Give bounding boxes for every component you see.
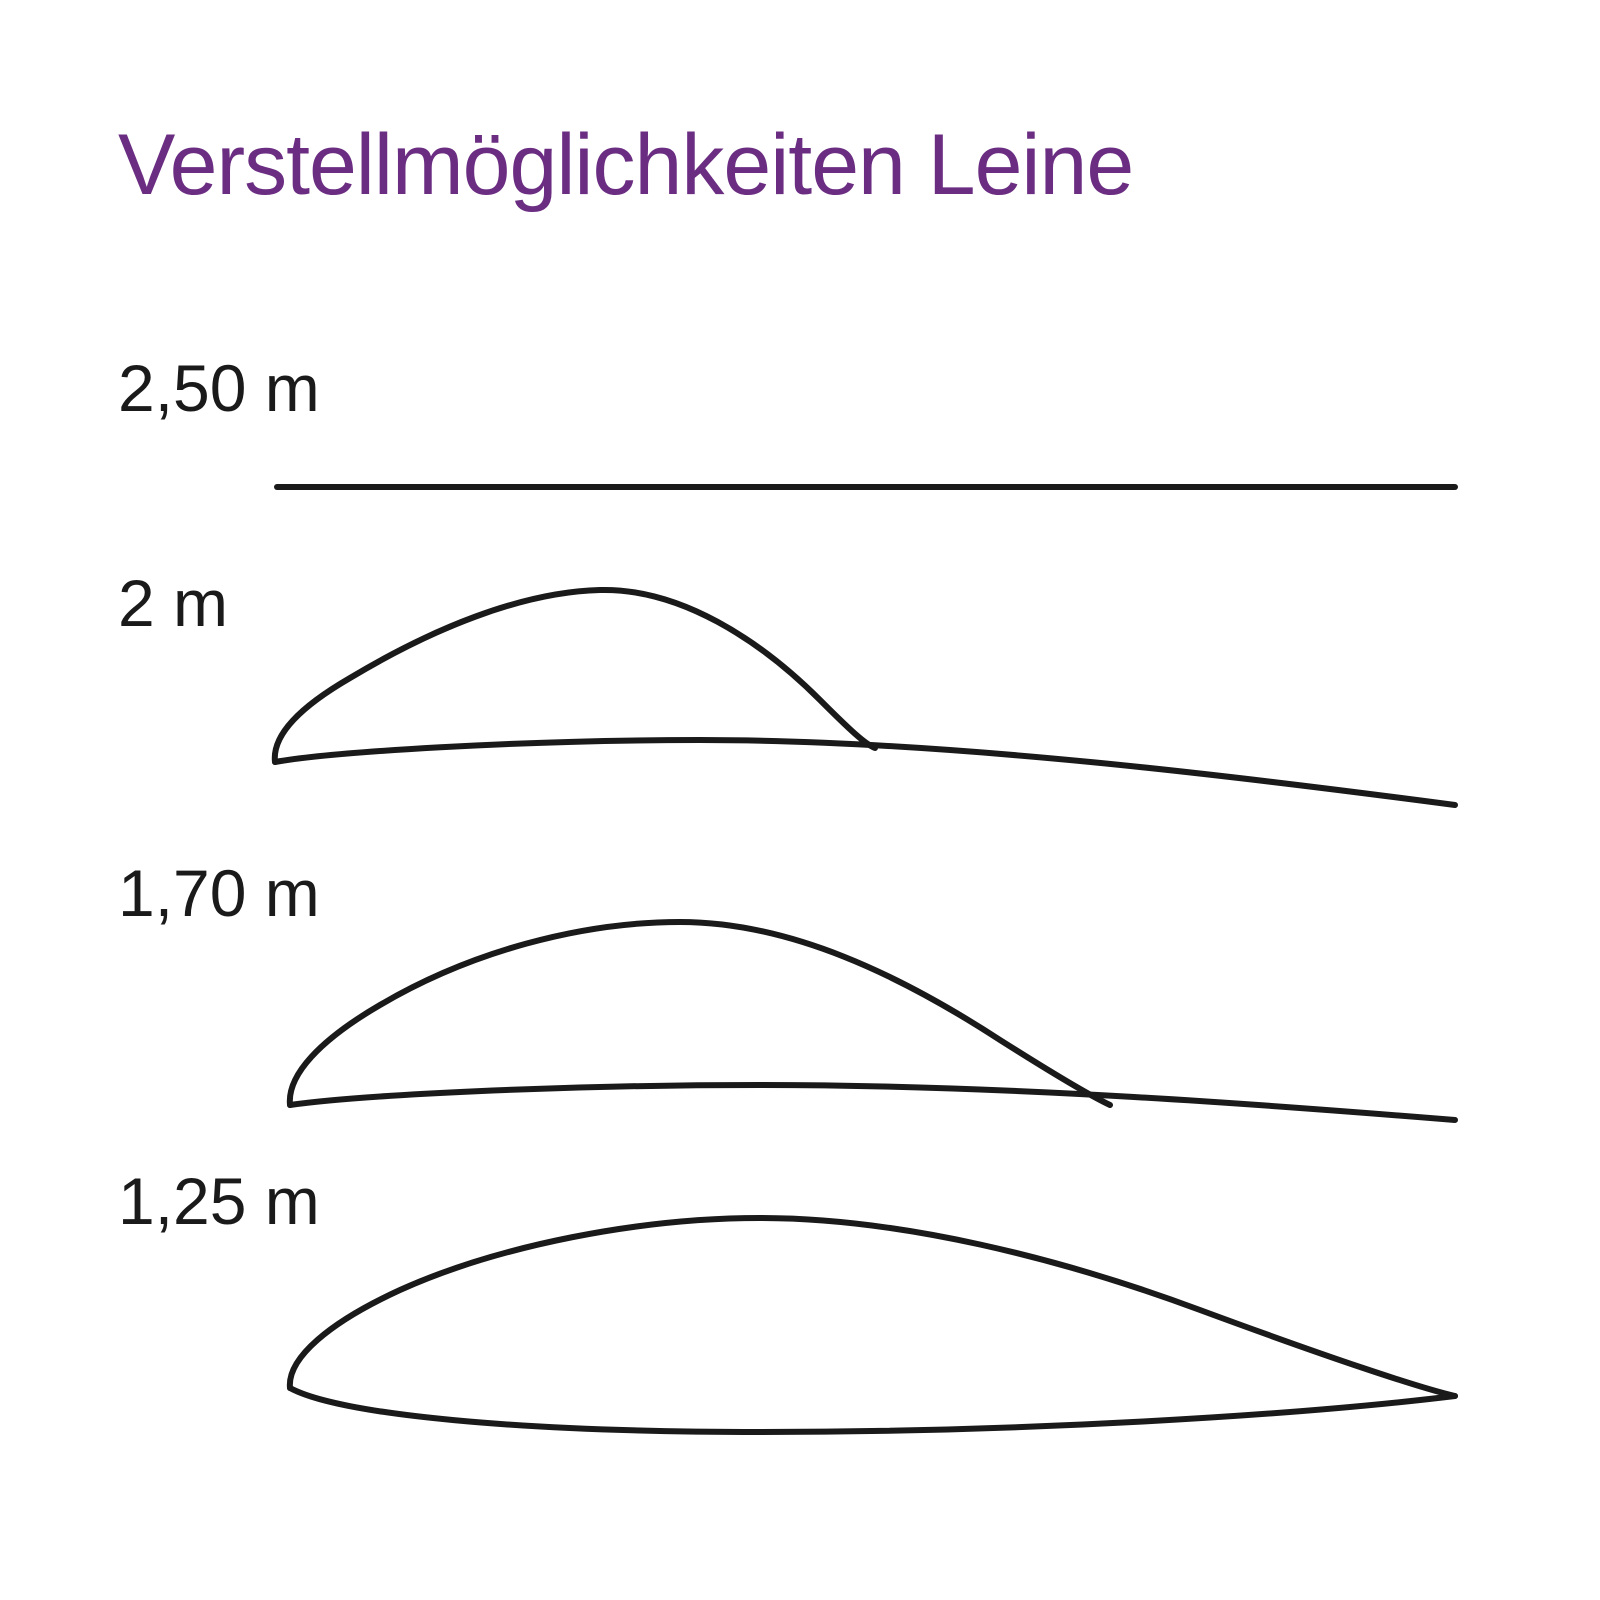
page-title: Verstellmöglichkeiten Leine xyxy=(118,117,1134,213)
shape-baseline-200 xyxy=(275,740,1455,805)
row-label-125: 1,25 m xyxy=(118,1164,320,1238)
shape-canopy-170 xyxy=(290,922,1110,1105)
shape-canopy-125 xyxy=(290,1218,1455,1396)
shape-canopy-200 xyxy=(275,590,875,762)
row-label-200: 2 m xyxy=(118,566,229,640)
shape-baseline-125 xyxy=(290,1388,1455,1432)
shape-baseline-170 xyxy=(290,1085,1455,1120)
row-label-250: 2,50 m xyxy=(118,351,320,425)
row-label-170: 1,70 m xyxy=(118,856,320,930)
